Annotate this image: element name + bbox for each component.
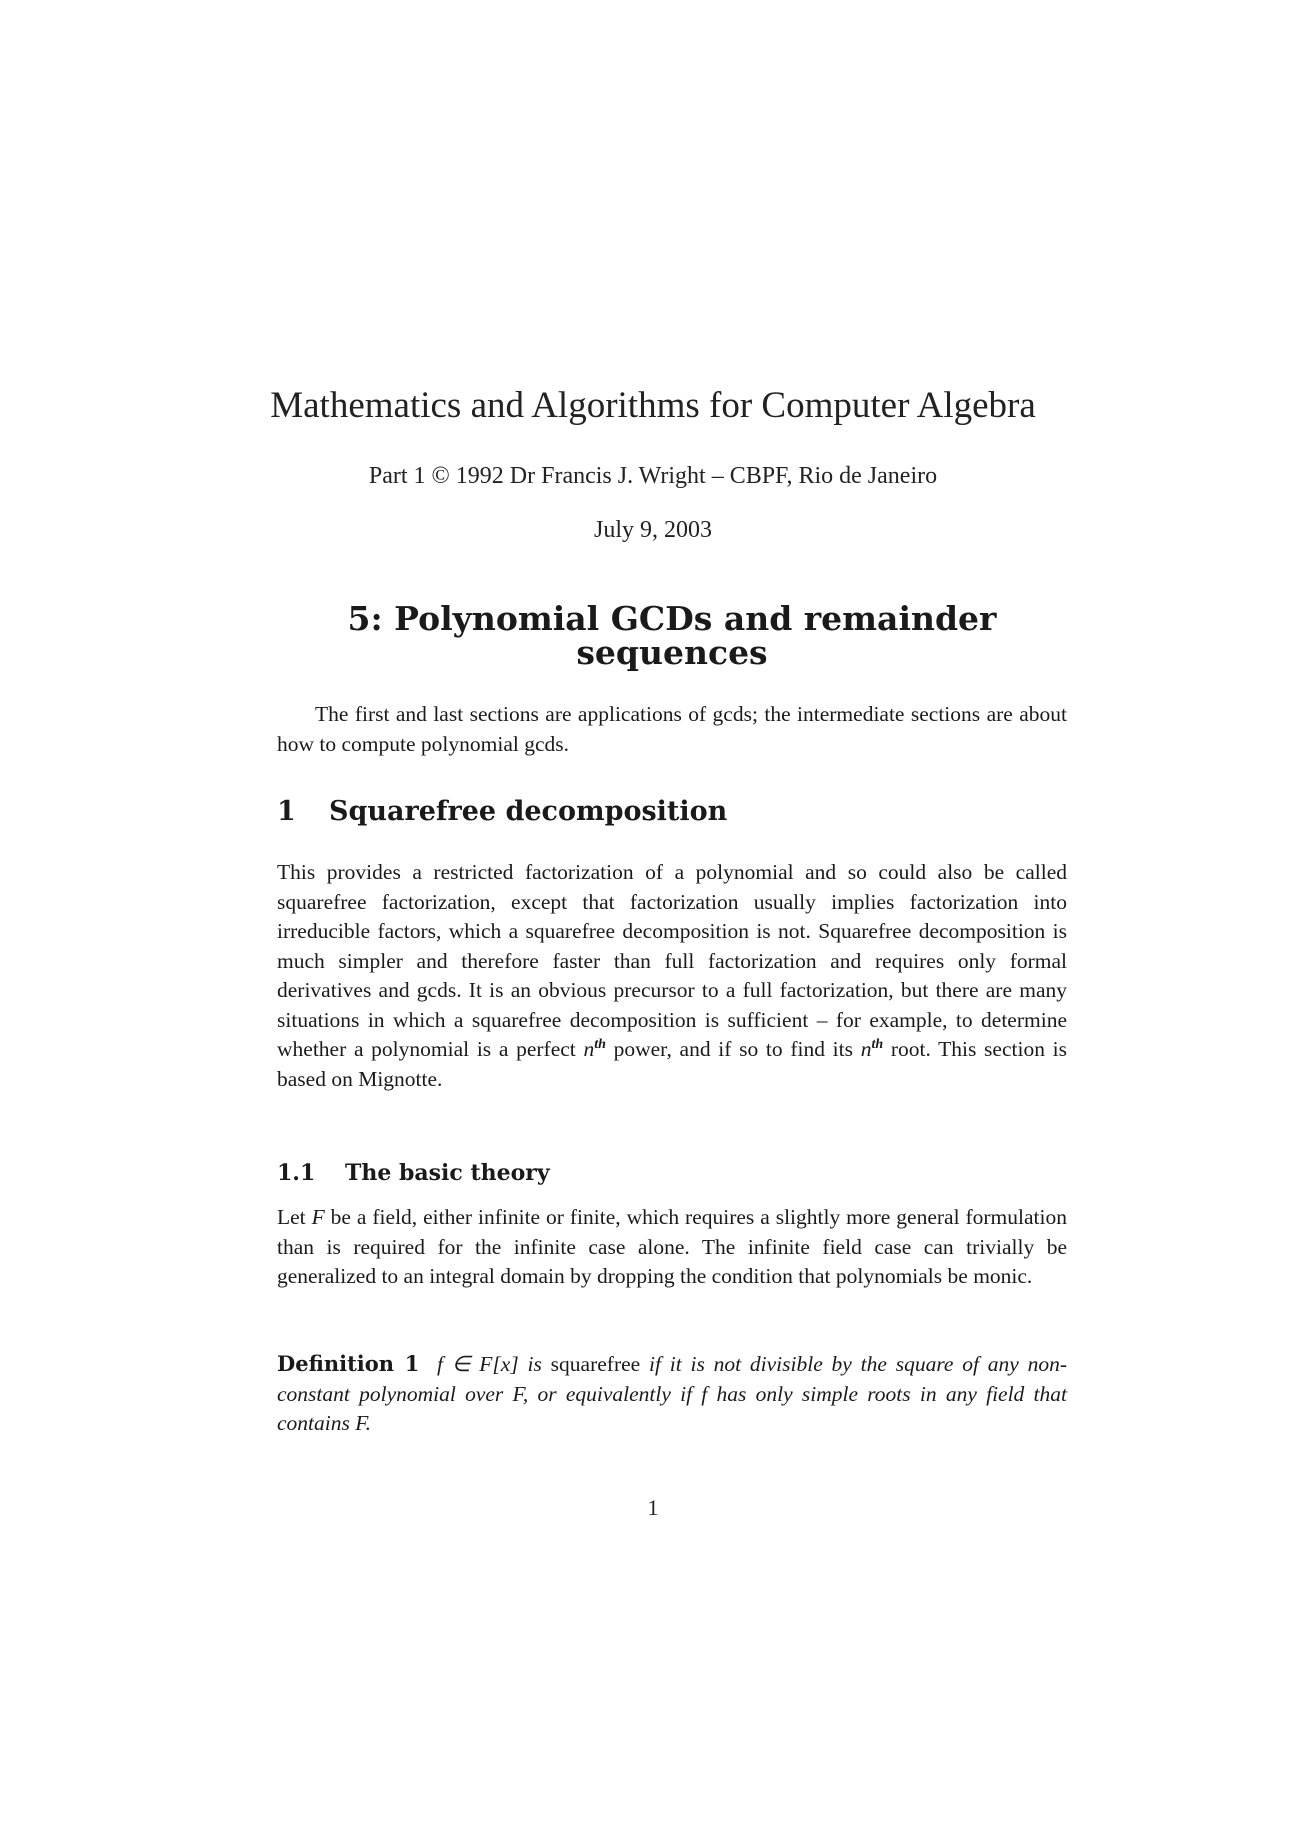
section-body-paragraph [277, 858, 1067, 1094]
section-body-text-2: power, and if so to find its [605, 1037, 861, 1061]
subsection-body-text-2: be a field, either infinite or finite, which requires a slightly more general formulation than is required for the infinite case alone. The infinite field case can trivially be generalized to an integral domain by dropping the condition that polynomials be monic. [277, 1205, 1067, 1288]
section-body-text-3: root. This section is based on Mignotte. [277, 1037, 1067, 1091]
n-symbol: n [583, 1037, 595, 1061]
intro-paragraph: The first and last sections are applications of gcds; the intermediate sections are about how to compute polynomial gcds. [277, 702, 1067, 756]
subsection-number: 1.1 [277, 1160, 316, 1186]
chapter-title: 5: Polynomial GCDs and remainder sequences [347, 599, 997, 672]
th-superscript-2: th [871, 1036, 884, 1052]
th-superscript: th [594, 1036, 606, 1052]
section-heading [277, 796, 727, 827]
section-number: 1 [277, 796, 296, 827]
definition-is-text: is [518, 1352, 551, 1376]
definition-text: if it is not divisible by the square of any non-constant polynomial over F, or equivalently if f has only simple roots in any field that contains F. [277, 1352, 1068, 1435]
subsection-body-text-1: Let [277, 1205, 312, 1229]
page-number: 1 [647, 1495, 659, 1520]
field-symbol: F [311, 1205, 325, 1229]
author-line: Part 1 © 1992 Dr Francis J. Wright – CBPF, Rio de Janeiro [368, 463, 938, 489]
subsection-body-paragraph [277, 1203, 1067, 1292]
definition-expression: f ∈ F[x] [437, 1352, 519, 1376]
definition-term: squarefree [550, 1352, 641, 1376]
section-body-text-1: This provides a restricted factorization of a polynomial and so could also be called squarefree factorization, except that factorization usually implies factorization into irreducible factors, which a squarefree decomposition is not. Squarefree decomposition is much simpler and therefore faster than full factorization and requires only formal derivatives and gcds. It is an obvious precursor to a full factorization, but there are many situations in which a squarefree decomposition is sufficient – for example, to determine whether a polynomial is a perfect [277, 860, 1067, 1061]
document-date: July 9, 2003 [593, 517, 712, 543]
definition-block [277, 1349, 1067, 1439]
subsection-heading [277, 1160, 550, 1186]
n-symbol-2: n [860, 1037, 872, 1061]
definition-label: Definition 1 [277, 1351, 420, 1376]
subsection-title: The basic theory [345, 1160, 550, 1186]
document-title: Mathematics and Algorithms for Computer Algebra [270, 385, 1036, 426]
section-title: Squarefree decomposition [329, 796, 728, 827]
